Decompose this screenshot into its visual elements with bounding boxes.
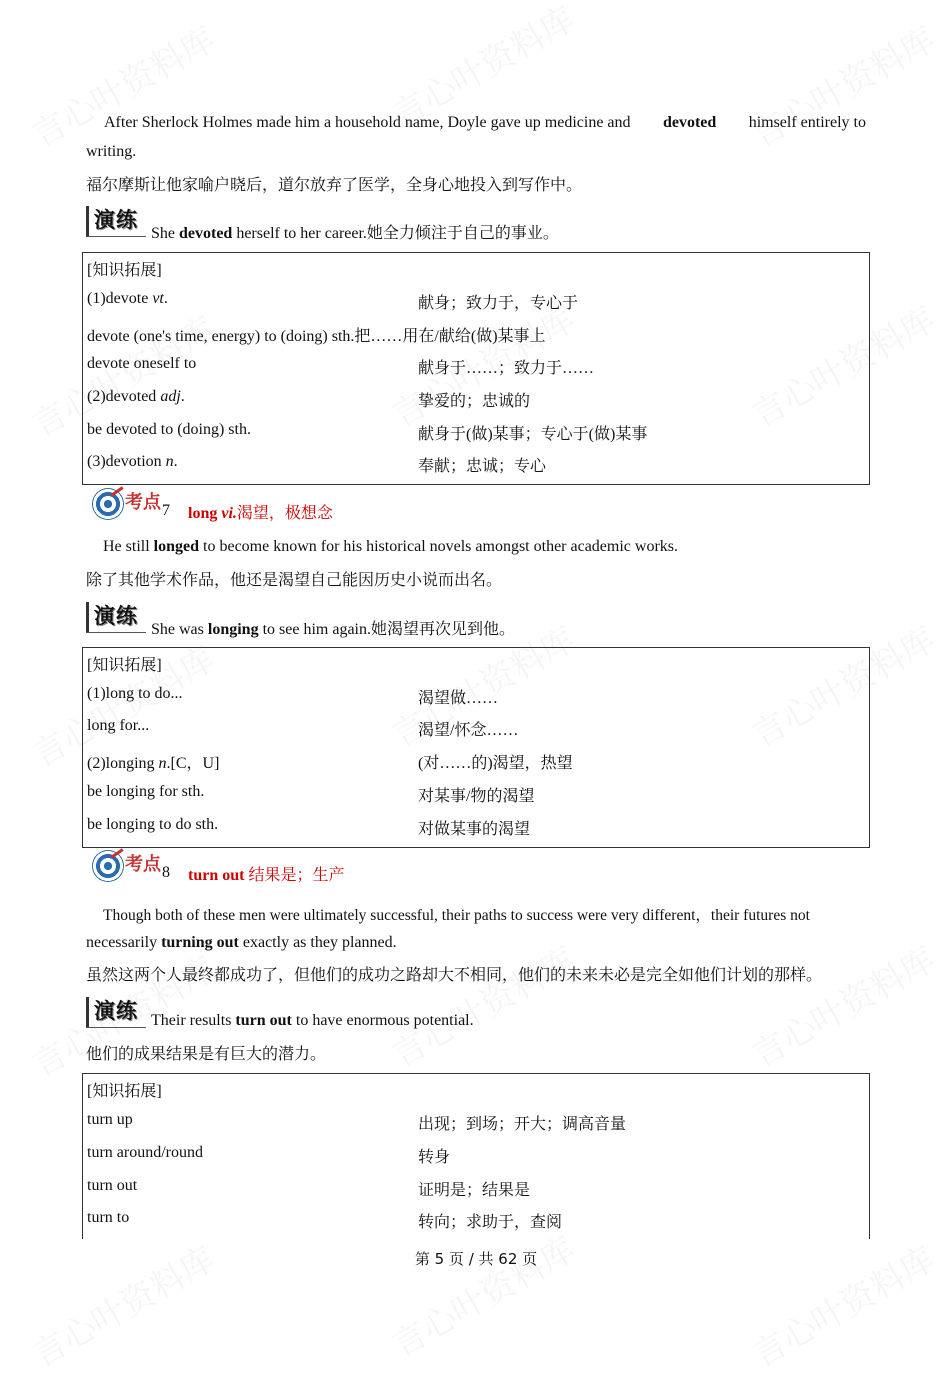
phrase: devote (one's time, energy) to (doing) sth.把……用在/献给(做)某事上 bbox=[87, 328, 546, 345]
meaning: 转身 bbox=[418, 1149, 451, 1166]
phrase: be devoted to (doing) sth. bbox=[87, 421, 251, 438]
watermark bbox=[741, 12, 942, 156]
kaodian-title: turn out 结果是；生产 bbox=[188, 867, 345, 884]
example-text-post: exactly as they planned. bbox=[242, 934, 397, 951]
practice-translation: 他们的成果结果是有巨大的潜力。 bbox=[86, 1046, 327, 1063]
example-sentence bbox=[103, 538, 678, 556]
phrase: (1)devote vt. bbox=[87, 290, 168, 307]
practice-keyword: devoted bbox=[179, 225, 233, 242]
watermark bbox=[741, 932, 942, 1076]
kaodian-number: 7 bbox=[162, 502, 170, 519]
knowledge-box-title: [知识拓展] bbox=[87, 262, 162, 279]
knowledge-box-title: [知识拓展] bbox=[87, 1083, 162, 1100]
practice-label: 演练 bbox=[94, 604, 138, 628]
meaning: 挚爱的；忠诚的 bbox=[418, 393, 531, 410]
practice-label: 演练 bbox=[94, 208, 138, 232]
kaodian-label: 考点 bbox=[125, 854, 161, 875]
example-text-post: to become known for his historical novels amongst other academic works. bbox=[203, 538, 679, 555]
kaodian-heading bbox=[92, 488, 392, 528]
meaning: 献身于(做)某事；专心于(做)某事 bbox=[418, 426, 648, 443]
example-sentence-line1: Though both of these men were ultimately successful, their paths to success were very different，their futures not bbox=[103, 907, 810, 924]
phrase: turn out bbox=[87, 1177, 138, 1194]
watermark bbox=[381, 1222, 582, 1366]
practice-badge bbox=[86, 997, 146, 1028]
knowledge-box bbox=[82, 647, 870, 848]
practice-label: 演练 bbox=[94, 999, 138, 1023]
phrase: (3)devotion n. bbox=[87, 453, 178, 470]
practice-text-pre: Their results bbox=[151, 1012, 232, 1029]
knowledge-box bbox=[82, 252, 870, 485]
target-icon bbox=[92, 488, 124, 520]
practice-sentence bbox=[151, 220, 559, 243]
phrase: devote oneself to bbox=[87, 355, 197, 372]
example-translation: 福尔摩斯让他家喻户晓后，道尔放弃了医学，全身心地投入到写作中。 bbox=[86, 177, 583, 194]
phrase: be longing to do sth. bbox=[87, 816, 219, 833]
practice-badge bbox=[86, 206, 146, 237]
meaning: 渴望做…… bbox=[418, 690, 499, 707]
kaodian-label: 考点 bbox=[125, 492, 161, 513]
watermark bbox=[21, 12, 222, 156]
practice-text-post: herself to her career.她全力倾注于自己的事业。 bbox=[236, 225, 559, 242]
phrase: turn up bbox=[87, 1111, 133, 1128]
meaning: 证明是；结果是 bbox=[418, 1182, 531, 1199]
kaodian-number: 8 bbox=[162, 864, 170, 881]
meaning: 对做某事的渴望 bbox=[418, 821, 531, 838]
target-icon bbox=[92, 850, 124, 882]
example-continuation: writing. bbox=[86, 143, 137, 160]
practice-sentence bbox=[151, 1012, 474, 1030]
phrase: (2)devoted adj. bbox=[87, 388, 185, 405]
phrase: long for... bbox=[87, 717, 150, 734]
knowledge-box-title: [知识拓展] bbox=[87, 657, 162, 674]
example-keyword: turning out bbox=[161, 934, 239, 951]
practice-text-post: to see him again.她渴望再次见到他。 bbox=[262, 621, 515, 638]
phrase: (1)long to do... bbox=[87, 685, 183, 702]
meaning: 出现；到场；开大；调高音量 bbox=[418, 1116, 627, 1133]
meaning: 渴望/怀念…… bbox=[418, 722, 519, 739]
example-translation: 虽然这两个人最终都成功了，但他们的成功之路却大不相同，他们的未来未必是完全如他们计划的那样。 bbox=[86, 967, 823, 984]
phrase: be longing for sth. bbox=[87, 783, 205, 800]
example-text-pre: He still bbox=[103, 538, 150, 555]
phrase: turn around/round bbox=[87, 1144, 203, 1161]
kaodian-title: long vi.渴望，极想念 bbox=[188, 505, 333, 522]
example-sentence-line2 bbox=[86, 934, 397, 952]
meaning: (对……的)渴望，热望 bbox=[418, 755, 573, 772]
meaning: 献身；致力于，专心于 bbox=[418, 295, 579, 312]
watermark bbox=[381, 932, 582, 1076]
phrase: turn to bbox=[87, 1209, 130, 1226]
example-sentence bbox=[104, 114, 866, 132]
practice-keyword: turn out bbox=[235, 1012, 292, 1029]
practice-sentence bbox=[151, 616, 515, 639]
example-translation: 除了其他学术作品，他还是渴望自己能因历史小说而出名。 bbox=[86, 572, 503, 589]
practice-badge bbox=[86, 602, 146, 633]
practice-text-post: to have enormous potential. bbox=[295, 1012, 474, 1029]
example-keyword: longed bbox=[153, 538, 200, 555]
meaning: 奉献；忠诚；专心 bbox=[418, 458, 547, 475]
meaning: 对某事/物的渴望 bbox=[418, 788, 535, 805]
knowledge-box bbox=[82, 1073, 870, 1239]
meaning: 献身于……；致力于…… bbox=[418, 360, 595, 377]
practice-keyword: longing bbox=[207, 621, 259, 638]
example-text-pre: After Sherlock Holmes made him a household name, Doyle gave up medicine and bbox=[104, 114, 631, 131]
kaodian-heading bbox=[92, 850, 392, 890]
example-text-post: himself entirely to bbox=[748, 114, 866, 131]
example-keyword: devoted bbox=[662, 114, 717, 131]
example-text-pre: necessarily bbox=[86, 934, 158, 951]
phrase: (2)longing n.[C，U] bbox=[87, 755, 220, 772]
practice-text-pre: She bbox=[151, 225, 175, 242]
practice-text-pre: She was bbox=[151, 621, 204, 638]
page-footer: 第 5 页 / 共 62 页 bbox=[414, 1250, 538, 1268]
meaning: 转向；求助于，查阅 bbox=[418, 1214, 563, 1231]
